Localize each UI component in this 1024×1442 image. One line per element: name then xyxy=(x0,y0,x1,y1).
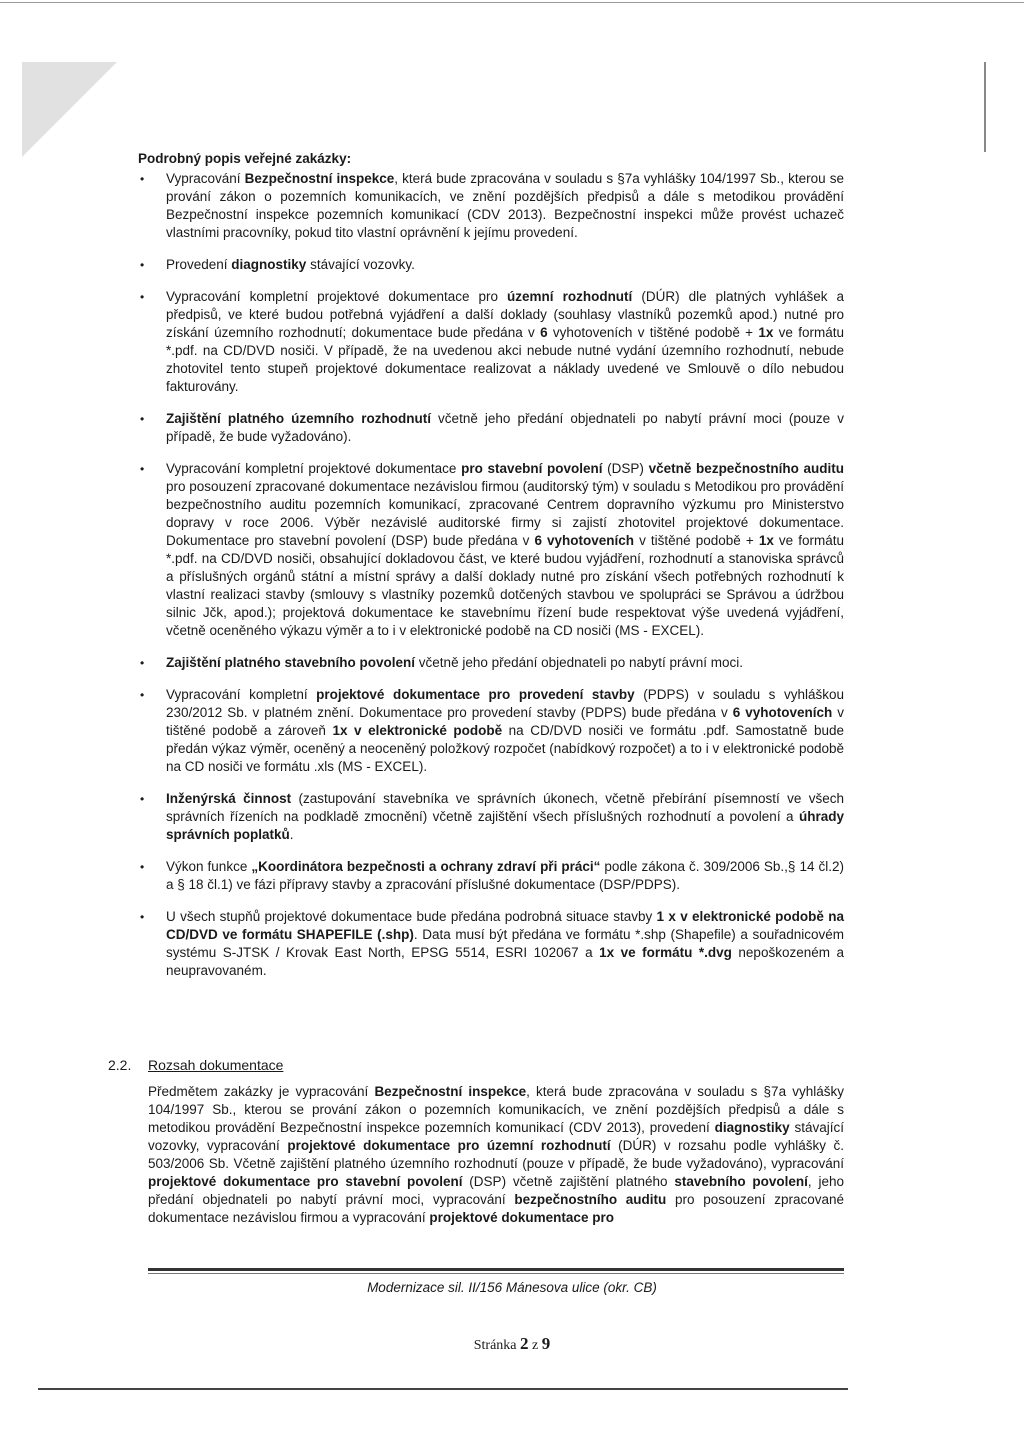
document-body xyxy=(138,150,844,994)
text-run: v tištěné podobě a zároveň xyxy=(166,705,844,738)
text-run: podle zákona č. 309/2006 Sb.,§ 14 čl.2) a § 18 čl.1) ve fázi přípravy stavby a zpracování příslušné dokumentace (DSP/PDPS). xyxy=(166,859,844,892)
requirements-list xyxy=(138,170,844,980)
bullet-icon: • xyxy=(140,290,145,304)
bold-text-run: diagnostiky xyxy=(714,1120,790,1135)
bold-text-run: územní rozhodnutí xyxy=(507,289,633,304)
text-run: Vypracování kompletní xyxy=(166,687,317,702)
bold-text-run: 1x xyxy=(758,325,774,340)
text-run: (DSP) xyxy=(602,461,649,476)
text-run: včetně jeho předání objednateli po nabytí právní moci (pouze v případě, že bude vyžadováno). xyxy=(166,411,844,444)
bold-text-run: Zajištění platného územního rozhodnutí xyxy=(166,411,431,426)
text-run: U všech stupňů projektové dokumentace bude předána podrobná situace stavby xyxy=(166,909,657,924)
scan-bottom-line xyxy=(38,1388,848,1390)
text-run: Provedení xyxy=(166,257,232,272)
text-run: Výkon funkce xyxy=(166,859,252,874)
bold-text-run: úhrady správních poplatků xyxy=(166,809,844,842)
text-run: vyhotoveních v tištěné podobě + xyxy=(547,325,759,340)
bold-text-run: 1x ve formátu *.dvg xyxy=(599,945,732,960)
bullet-icon: • xyxy=(140,462,145,476)
page-number xyxy=(0,1334,1024,1354)
footer-project-name: Modernizace sil. II/156 Mánesova ulice (okr. CB) xyxy=(367,1280,657,1295)
list-item xyxy=(138,908,844,980)
bold-text-run: stavebního povolení xyxy=(674,1174,808,1189)
bold-text-run: 6 xyxy=(540,325,548,340)
section-title: Rozsah dokumentace xyxy=(148,1057,284,1073)
list-item xyxy=(138,410,844,446)
list-item xyxy=(138,686,844,776)
bold-text-run: včetně bezpečnostního auditu xyxy=(648,461,844,476)
bullet-icon: • xyxy=(140,258,145,272)
page-label: Stránka xyxy=(473,1338,521,1353)
page-separator: z xyxy=(528,1338,542,1353)
bold-text-run: projektové dokumentace pro provedení stavby xyxy=(316,687,635,702)
list-item xyxy=(138,170,844,242)
bold-text-run: Bezpečnostní inspekce xyxy=(244,171,395,186)
text-run: . xyxy=(289,827,294,842)
text-run: Vypracování xyxy=(166,171,245,186)
list-item xyxy=(138,654,844,672)
bold-text-run: 1x v elektronické podobě xyxy=(332,723,503,738)
scope-paragraph xyxy=(148,1083,844,1227)
text-run: na CD/DVD nosiči ve formátu .pdf. Samostatně bude předán výkaz výměr, oceněný a neoceněný položkový rozpočet (nabídkový rozpočet) a to i v elektronické podobě na CD nosiči ve formátu .xls (MS - EXCEL). xyxy=(166,723,844,774)
list-item xyxy=(138,790,844,844)
bold-text-run: Inženýrská činnost xyxy=(166,791,292,806)
text-run: (DÚR) dle platných vyhlášek a předpisů, ve které budou potřebná vyjádření a další doklady (souhlasy vlastníků pozemků apod.) nutné pro získání územního rozhodnutí; dokumentace bude předána v xyxy=(166,289,844,340)
scan-top-edge xyxy=(0,2,1024,3)
page-total: 9 xyxy=(541,1334,551,1353)
bullet-icon: • xyxy=(140,792,145,806)
bold-text-run: pro stavební povolení xyxy=(461,461,603,476)
text-run: ve formátu *.pdf. na CD/DVD nosiči. V případě, že na uvedenou akci nebude nutné vydání územního rozhodnutí, nebude zhotovitel tento stupeň projektové dokumentace realizovat a náklady uvedené ve Smlouvě o dílo nebudou fakturovány. xyxy=(166,325,845,394)
bold-text-run: projektové dokumentace pro územní rozhodnutí xyxy=(287,1138,611,1153)
bullet-icon: • xyxy=(140,860,145,874)
bold-text-run: Bezpečnostní inspekce xyxy=(374,1084,527,1099)
bullet-icon: • xyxy=(140,172,145,186)
text-run: (zastupování stavebníka ve správních úkonech, včetně přebírání písemností ve všech správních řízeních na podkladě zmocnění) včetně zajištění všech příslušných rozhodnutí a povolení a xyxy=(166,791,844,824)
bold-text-run: 1x xyxy=(758,533,774,548)
list-item xyxy=(138,256,844,274)
text-run: . Data musí být předána ve formátu *.shp (Shapefile) a souřadnicovém systému S-JTSK / Krovak East North, EPSG 5514, ESRI 102067 a xyxy=(166,927,845,960)
bold-text-run: 1 x v elektronické podobě na CD/DVD ve formátu SHAPEFILE (.shp) xyxy=(166,909,844,942)
list-item xyxy=(138,460,844,640)
text-run: v tištěné podobě + xyxy=(634,533,759,548)
list-item xyxy=(138,858,844,894)
bold-text-run: bezpečnostního auditu xyxy=(514,1192,667,1207)
text-run: Vypracování kompletní projektové dokumentace pro xyxy=(166,289,508,304)
text-run: Vypracování kompletní projektové dokumentace xyxy=(166,461,462,476)
text-run: pro posouzení zpracované dokumentace nezávislou firmou (auditorský tým) v souladu s Metodikou pro provádění bezpečnostního auditu pozemních komunikací, zpracované Centrem dopravního výzkumu pro Ministerstvo dopravy v roce 2006. Výběr nezávislé auditorské firmy si zajistí zhotovitel projektové dokumentace. Dokumentace pro stavební povolení (DSP) bude předána v xyxy=(166,479,844,548)
bold-text-run: 6 vyhotoveních xyxy=(732,705,833,720)
page-current: 2 xyxy=(520,1334,529,1353)
bold-text-run: 6 vyhotoveních xyxy=(534,533,635,548)
text-run: včetně jeho předání objednateli po nabytí právní moci. xyxy=(415,655,744,670)
page-heading: Podrobný popis veřejné zakázky: xyxy=(138,151,352,166)
section-number: 2.2. xyxy=(108,1057,132,1073)
text-run: ve formátu *.pdf. na CD/DVD nosiči, obsahující dokladovou část, ve které budou vyjádření, rozhodnutí a stanoviska správců a příslušných orgánů státní a místní správy a další doklady nutné pro získání všech potřebných rozhodnutí k vlastní realizaci stavby (smlouvy s vlastníky pozemků dotčených stavbou ve spolupráci se Správou a údržbou silnic Jčk, apod.); projektová dokumentace ke stavebnímu řízení bude respektovat výše uvedená vyjádření, včetně oceněného výkazu výměr a to i v elektronické podobě na CD nosiči (MS - EXCEL). xyxy=(166,533,844,638)
text-run: stávající vozovky. xyxy=(306,257,415,272)
text-run: stávající vozovky, vypracování xyxy=(148,1120,844,1153)
text-run: (DSP) včetně zajištění platného xyxy=(462,1174,675,1189)
bullet-icon: • xyxy=(140,412,145,426)
bold-text-run: diagnostiky xyxy=(231,257,307,272)
text-run: , která bude zpracována v souladu s §7a vyhlášky 104/1997 Sb., kterou se prování zákon o pozemních komunikacích, ve znění pozdějších předpisů a dále s metodikou provádění Bezpečnostní inspekce pozemních komunikací (CDV 2013), provedení xyxy=(148,1084,844,1135)
text-run: Předmětem zakázky je vypracování xyxy=(148,1084,375,1099)
bold-text-run: „Koordinátora bezpečnosti a ochrany zdraví při práci“ xyxy=(251,859,601,874)
bold-text-run: projektové dokumentace pro xyxy=(429,1210,614,1225)
footer-divider-thin xyxy=(148,1273,844,1274)
bold-text-run: Zajištění platného stavebního povolení xyxy=(166,655,416,670)
bullet-icon: • xyxy=(140,656,145,670)
footer-divider xyxy=(148,1268,844,1271)
text-run: , která bude zpracována v souladu s §7a vyhlášky 104/1997 Sb., kterou se prování zákon o pozemních komunikacích, ve znění pozdějších předpisů a dále s metodikou provádění Bezpečnostní inspekce pozemních komunikací (CDV 2013). Bezpečnostní inspekci může provést uchazeč vlastními pracovníky, pokud tito vlastní oprávnění k jejímu provedení. xyxy=(166,171,844,240)
scan-corner-shadow xyxy=(22,62,117,157)
text-run: , jeho předání objednateli po nabytí právní moci, vypracování xyxy=(148,1174,844,1207)
text-run: (DÚR) v rozsahu podle vyhlášky č. 503/2006 Sb. Včetně zajištění platného územního rozhodnutí (pouze v případě, že bude vyžadováno), vypracování xyxy=(148,1138,844,1171)
bullet-icon: • xyxy=(140,910,145,924)
text-run: (PDPS) v souladu s vyhláškou 230/2012 Sb. v platném znění. Dokumentace pro provedení stavby (PDPS) bude předána v xyxy=(166,687,844,720)
bold-text-run: projektové dokumentace pro stavební povolení xyxy=(148,1174,463,1189)
bullet-icon: • xyxy=(140,688,145,702)
text-run: pro posouzení zpracované dokumentace nezávislou firmou a vypracování xyxy=(148,1192,845,1225)
text-run: nepoškozeném a neupravovaném. xyxy=(166,945,844,978)
scan-edge-mark xyxy=(984,62,986,152)
list-item xyxy=(138,288,844,396)
